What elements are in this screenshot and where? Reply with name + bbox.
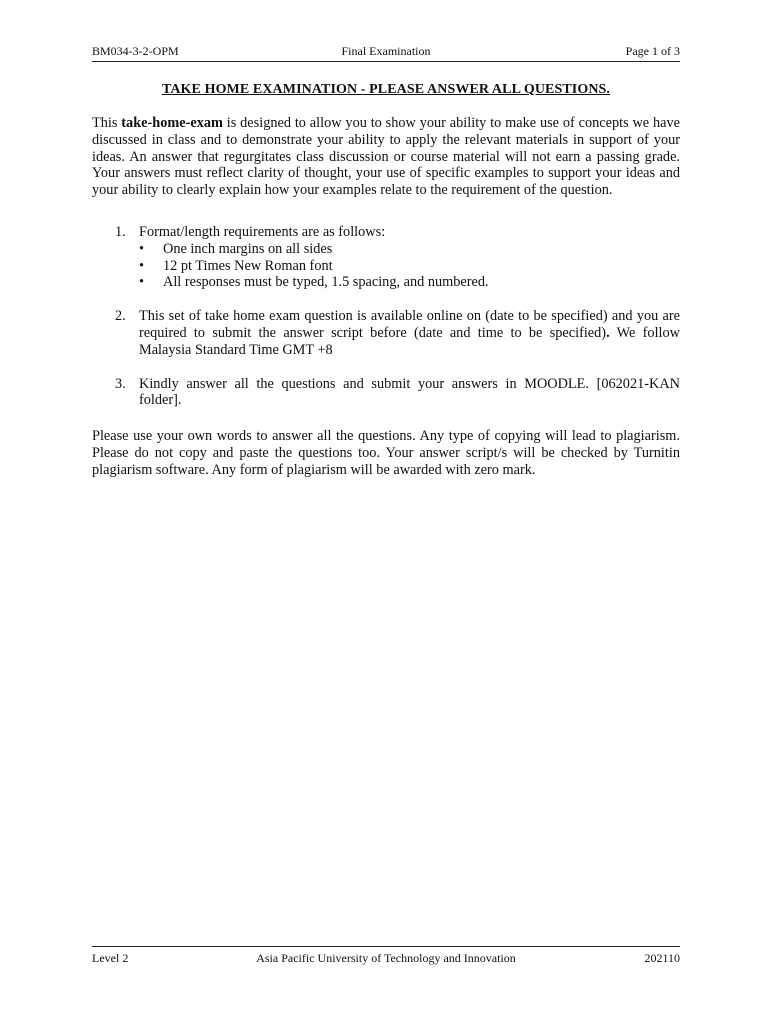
item-text-continued: We follow Malaysia Standard Time GMT +8 — [139, 324, 680, 358]
item-text: Format/length requirements are as follows: — [139, 224, 386, 240]
intro-paragraph — [92, 115, 680, 199]
item-text: Kindly answer all the questions and submit your answers in MOODLE. [062021-KAN folder]. — [139, 375, 680, 409]
bullet-item — [139, 258, 680, 275]
item-number: 1. — [115, 224, 126, 240]
intro-bold-term: take-home-exam — [121, 115, 223, 131]
bullet-icon: • — [139, 257, 145, 274]
intro-rest: is designed to allow you to show your ability to make use of concepts we have discussed in class and to demonstrate your ability to apply the relevant materials in support of your ideas. An answer that regurgitates class discussion or course material will not earn a passing grade. Your answers must reflect clarity of thought, your use of specific examples to support your ideas and your ability to clearly explain how your examples relate to the requirement of the question. — [92, 115, 680, 199]
document-title: TAKE HOME EXAMINATION - PLEASE ANSWER ALL QUESTIONS. — [161, 82, 611, 97]
instruction-item-3 — [92, 376, 680, 410]
institution-name: Asia Pacific University of Technology and Innovation — [256, 951, 516, 965]
item-number: 2. — [115, 308, 126, 325]
bullet-text: 12 pt Times New Roman font — [163, 257, 333, 274]
item-text-period: . — [606, 324, 610, 341]
module-code: BM034-3-2-OPM — [92, 44, 179, 58]
bullet-text: All responses must be typed, 1.5 spacing, and numbered. — [163, 274, 489, 291]
item-number: 3. — [115, 375, 126, 392]
instruction-item-2 — [92, 308, 680, 358]
page-header — [92, 43, 680, 62]
instruction-item-1 — [92, 224, 680, 291]
bullet-item — [139, 274, 680, 291]
intake-code: 202110 — [644, 951, 680, 965]
page-number: Page 1 of 3 — [625, 44, 680, 58]
bullet-icon: • — [139, 240, 145, 257]
closing-paragraph: Please use your own words to answer all the questions. Any type of copying will lead to plagiarism. Please do not copy and paste the questions too. Your answer script/s will be checked by Turnitin plagiarism software. Any form of plagiarism will be awarded with zero mark. — [92, 428, 680, 478]
format-bullets — [139, 241, 680, 291]
intro-prefix: This — [92, 115, 122, 131]
bullet-item — [139, 241, 680, 258]
page-footer — [92, 946, 680, 965]
instructions-list — [92, 224, 680, 409]
bullet-icon: • — [139, 274, 145, 291]
exam-type: Final Examination — [341, 44, 431, 58]
bullet-text: One inch margins on all sides — [163, 240, 333, 257]
level-label: Level 2 — [92, 951, 129, 965]
item-text: This set of take home exam question is available online on (date to be specified) and you are required to submit the answer script before (date and time to be specified) — [139, 308, 680, 341]
